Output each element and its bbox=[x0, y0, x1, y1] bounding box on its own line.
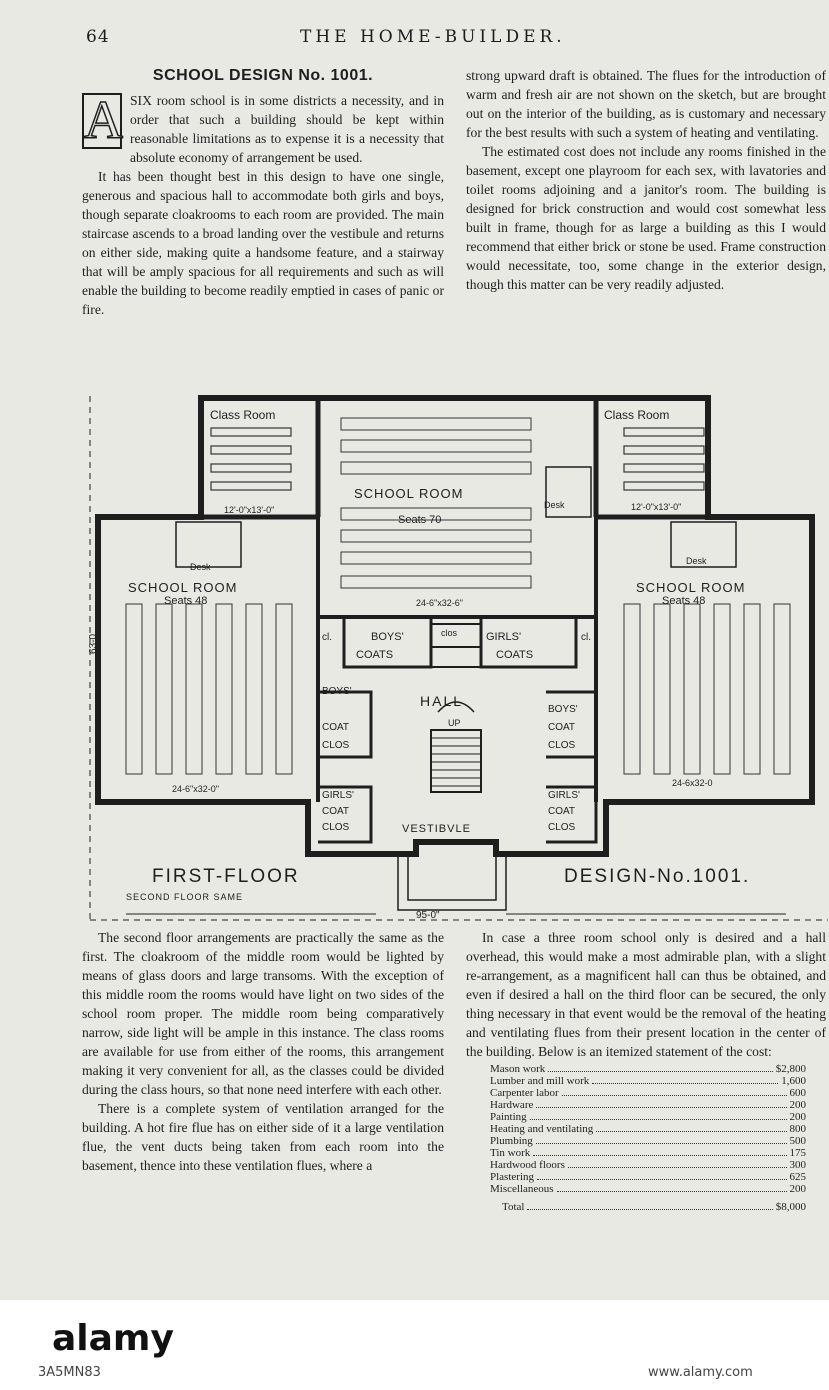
drop-cap: A bbox=[84, 90, 123, 150]
class-room-right-label: Class Room bbox=[604, 408, 670, 422]
girls-coats-label-2: COATS bbox=[496, 649, 534, 661]
cost-label: Hardwood floors bbox=[490, 1159, 565, 1171]
left-room-label: SCHOOL ROOM bbox=[128, 580, 238, 595]
cost-label: Plumbing bbox=[490, 1135, 533, 1147]
cost-total-label: Total bbox=[502, 1201, 525, 1213]
hall-paragraph: It has been thought best in this design to have one single, generous and spacious hall to accommodate both girls and boys, though separate cloakrooms to each room are provided. The main staircase ascends to a broad landing over the vestibule and returns on either side, making quite a handsome feature, and a stairway that will be amply spacious for all requirements and such as will enable the building to become readily emptied in cases of panic or fire. bbox=[82, 169, 444, 317]
center-closet-label: clos bbox=[441, 628, 458, 638]
cost-label: Carpenter labor bbox=[490, 1087, 559, 1099]
left-column bbox=[82, 66, 444, 319]
cost-row bbox=[490, 1087, 806, 1099]
cost-row bbox=[490, 1099, 806, 1111]
cost-row bbox=[490, 1075, 806, 1087]
page-number: 64 bbox=[86, 27, 110, 47]
hall-label: HALL bbox=[420, 693, 464, 709]
right-room-label: SCHOOL ROOM bbox=[636, 580, 746, 595]
cost-value: 600 bbox=[789, 1087, 806, 1099]
right-dimension: 24-6x32-0 bbox=[672, 778, 713, 788]
class-room-left-dimension: 12'-0"x13'-0" bbox=[224, 505, 275, 515]
cost-paragraph: The estimated cost does not include any rooms finished in the basement, except one playroom for each sex, with lavatories and toilet rooms adjoining and a janitor's room. The building is designed for brick construction and would cost somewhat less built in frame, though for as large a building as this I would recommend that either brick or stone be used. Frame construction would necessitate, too, some change in the exterior design, though this matter can be very readily adjusted. bbox=[466, 144, 826, 292]
depth-dimension: 63-0 bbox=[88, 633, 99, 654]
design-number-label: DESIGN-No.1001. bbox=[564, 866, 751, 887]
cost-label: Hardware bbox=[490, 1099, 534, 1111]
girls-coat-closet-right-3: CLOS bbox=[548, 822, 576, 833]
cost-row bbox=[490, 1063, 806, 1075]
cost-value: 200 bbox=[789, 1111, 806, 1123]
boys-coats-label-2: COATS bbox=[356, 649, 394, 661]
cost-row bbox=[490, 1171, 806, 1183]
cost-row bbox=[490, 1111, 806, 1123]
right-column bbox=[466, 66, 826, 294]
cost-total-value: $8,000 bbox=[775, 1201, 806, 1213]
flue-paragraph: strong upward draft is obtained. The flues for the introduction of warm and fresh air are not shown on the sketch, but are brought out on the interior of the building, as is customary and necessary for the best results with such a system of heating and ventilating. bbox=[466, 68, 826, 140]
first-floor-label: FIRST-FLOOR bbox=[152, 866, 300, 887]
width-dimension: 95-0" bbox=[416, 910, 440, 921]
bottom-right-column bbox=[466, 928, 826, 1213]
boys-coat-closet-left-3: CLOS bbox=[322, 740, 350, 751]
left-seats-label: Seats 48 bbox=[164, 595, 208, 607]
girls-coats-label-1: GIRLS' bbox=[486, 631, 522, 643]
closet-right-label: cl. bbox=[581, 632, 591, 643]
cost-value: 300 bbox=[789, 1159, 806, 1171]
desk-left-label: Desk bbox=[190, 562, 211, 572]
cost-value: 175 bbox=[789, 1147, 806, 1159]
second-floor-note: SECOND FLOOR SAME bbox=[126, 892, 244, 902]
cost-value: $2,800 bbox=[775, 1063, 806, 1075]
cost-label: Tin work bbox=[490, 1147, 531, 1159]
center-dimension: 24-6"x32-6" bbox=[416, 598, 463, 608]
boys-coat-closet-left-2: COAT bbox=[322, 722, 350, 733]
cost-label: Painting bbox=[490, 1111, 527, 1123]
cost-table bbox=[490, 1063, 806, 1213]
left-dimension: 24-6"x32-0" bbox=[172, 784, 219, 794]
cost-total-row bbox=[502, 1201, 806, 1213]
cost-value: 625 bbox=[789, 1171, 806, 1183]
cost-label: Heating and ventilating bbox=[490, 1123, 594, 1135]
ventilation-paragraph: There is a complete system of ventilation arranged for the building. A hot fire flue has on either side of it a large ventilation flue, the vent ducts being taken from each room into the basement, thence into these ventilation flues, where a bbox=[82, 1101, 444, 1173]
cost-row bbox=[490, 1123, 806, 1135]
cost-label: Mason work bbox=[490, 1063, 546, 1075]
desk-center-label: Desk bbox=[544, 500, 565, 510]
cost-value: 500 bbox=[789, 1135, 806, 1147]
cost-row bbox=[490, 1183, 806, 1195]
cost-label: Miscellaneous bbox=[490, 1183, 554, 1195]
cost-value: 200 bbox=[789, 1099, 806, 1111]
girls-coat-closet-right-1: GIRLS' bbox=[548, 790, 580, 801]
center-room-label: SCHOOL ROOM bbox=[354, 486, 464, 501]
bottom-left-column bbox=[82, 928, 444, 1175]
girls-coat-closet-left-3: CLOS bbox=[322, 822, 350, 833]
right-seats-label: Seats 48 bbox=[662, 595, 706, 607]
running-title: THE HOME-BUILDER. bbox=[300, 27, 566, 47]
cost-label: Plastering bbox=[490, 1171, 534, 1183]
boys-coat-closet-right-3: CLOS bbox=[548, 740, 576, 751]
vestibule-label: VESTIBVLE bbox=[402, 823, 471, 835]
class-room-left-label: Class Room bbox=[210, 408, 276, 422]
girls-coat-closet-left-2: COAT bbox=[322, 806, 350, 817]
site-url: www.alamy.com bbox=[648, 1365, 753, 1380]
stair-up-label: UP bbox=[448, 718, 461, 728]
desk-right-label: Desk bbox=[686, 556, 707, 566]
boys-coat-closet-left-1: BOYS' bbox=[322, 686, 352, 697]
boys-coat-closet-right-2: COAT bbox=[548, 722, 576, 733]
floor-plan-drawing bbox=[86, 392, 828, 922]
cost-label: Lumber and mill work bbox=[490, 1075, 590, 1087]
girls-coat-closet-left-1: GIRLS' bbox=[322, 790, 354, 801]
second-floor-paragraph: The second floor arrangements are practically the same as the first. The cloakroom of the middle room would be lighted by means of glass doors and large transoms. With the exception of this middle room the rooms would have light on two sides of the school room proper. The middle room being comparatively narrow, side light will be ample in this instance. The class rooms are available for use from either of the rooms, this arrangement making it very convenient for all, as the classes could be divided during the class hours, so that none need interfere with each other. bbox=[82, 930, 444, 1097]
intro-text: SIX room school is in some districts a necessity, and in order that such a building should be kept within reasonable limitations as to expense it is a necessity that absolute economy of arrangement be used. bbox=[130, 93, 444, 165]
image-id: 3A5MN83 bbox=[38, 1365, 101, 1380]
alamy-logo: alamy bbox=[52, 1318, 174, 1359]
cost-row bbox=[490, 1147, 806, 1159]
cost-value: 200 bbox=[789, 1183, 806, 1195]
cost-value: 1,600 bbox=[781, 1075, 806, 1087]
cost-row bbox=[490, 1159, 806, 1171]
cost-value: 800 bbox=[789, 1123, 806, 1135]
intro-paragraph bbox=[82, 91, 444, 167]
cost-row bbox=[490, 1135, 806, 1147]
closet-left-label: cl. bbox=[322, 632, 332, 643]
article-title: SCHOOL DESIGN No. 1001. bbox=[152, 67, 374, 84]
center-seats-label: Seats 70 bbox=[398, 514, 442, 526]
boys-coat-closet-right-1: BOYS' bbox=[548, 704, 578, 715]
girls-coat-closet-right-2: COAT bbox=[548, 806, 576, 817]
three-room-paragraph: In case a three room school only is desired and a hall overhead, this would make a most admirable plan, with a slight re-arrangement, as a magnificent hall can thus be obtained, and even if desired a hall on the third floor can be secured, the only thing necessary in that event would be the removal of the heating and ventilating flues from their present location in the center of the building. Below is an itemized statement of the cost: bbox=[466, 930, 826, 1059]
class-room-right-dimension: 12'-0"x13'-0" bbox=[631, 502, 682, 512]
boys-coats-label-1: BOYS' bbox=[371, 631, 404, 643]
